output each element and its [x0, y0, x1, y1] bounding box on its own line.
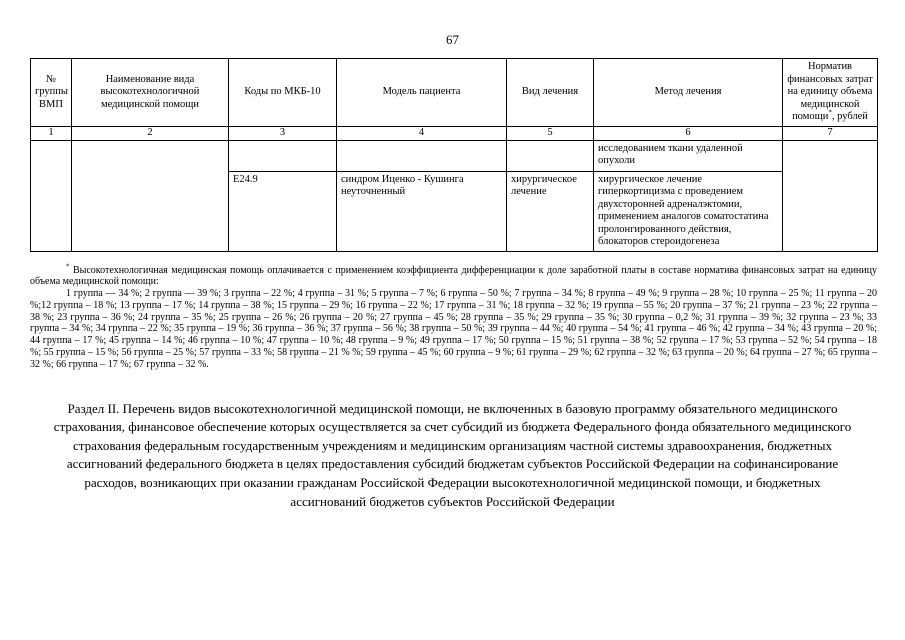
cell-cost-standard-merged: [783, 140, 878, 251]
header-cell-treatment-type: Вид лечения: [507, 59, 594, 127]
table-head: [31, 59, 878, 141]
column-number-1: 1: [31, 126, 72, 140]
cell-treatment-type: хирургическое лечение: [507, 171, 594, 251]
column-number-row: [31, 126, 878, 140]
header-cell-treatment-method: Метод лечения: [594, 59, 783, 127]
column-number-6: 6: [594, 126, 783, 140]
page-number: 67: [446, 32, 459, 47]
header-cell-cost-standard: [783, 59, 878, 127]
cost-standard-label: Норматив финансовых затрат на единицу объема медицинской помощи: [787, 61, 873, 122]
footnote-block: [30, 262, 877, 371]
cell-patient-model: [337, 140, 507, 171]
column-number-7: 7: [783, 126, 878, 140]
cell-group-number-merged: [31, 140, 72, 251]
column-number-4: 4: [337, 126, 507, 140]
column-number-3: 3: [229, 126, 337, 140]
cell-icd-code: [229, 140, 337, 171]
header-cell-group-number: № группы ВМП: [31, 59, 72, 127]
cell-treatment-method: исследованием ткани удаленной опухоли: [594, 140, 783, 171]
table-row: [31, 140, 878, 171]
cell-icd-code: Е24.9: [229, 171, 337, 251]
cell-patient-model: синдром Иценко - Кушинга неуточненный: [337, 171, 507, 251]
column-number-5: 5: [507, 126, 594, 140]
cell-treatment-type: [507, 140, 594, 171]
table-header-row: [31, 59, 878, 127]
cell-care-type-merged: [72, 140, 229, 251]
vmp-table: [30, 58, 878, 252]
header-cell-care-type-name: Наименование вида высокотехнологичной медицинской помощи: [72, 59, 229, 127]
footnote-marker-superscript: *: [828, 108, 832, 117]
cell-treatment-method: хирургическое лечение гиперкортицизма с проведением двухсторонней адреналэктомии, применением аналогов соматостатина пролонгированного действия, блокаторов стероидогенеза: [594, 171, 783, 251]
footnote-percentages: 1 группа — 34 %; 2 группа — 39 %; 3 группа – 22 %; 4 группа – 31 %; 5 группа – 7 %; 6 группа – 50 %; 7 группа – 34 %; 8 группа – 49 %; 9 группа – 28 %; 10 группа – 25 %; 11 группа – 20 %;12 группа – 18 %; 13 группа – 17 %; 14 группа – 38 %; 15 группа – 29 %; 16 группа – 22 %; 17 группа – 31 %; 18 группа – 32 %; 19 группа – 55 %; 20 группа – 37 %; 21 группа – 23 %; 22 группа – 38 %; 23 группа – 36 %; 24 группа – 35 %; 25 группа – 26 %; 26 группа – 20 %; 27 группа – 45 %; 28 группа – 35 %; 29 группа – 35 %; 30 группа – 0,2 %; 31 группа – 39 %; 32 группа – 23 %; 33 группа – 34 %; 34 группа – 22 %; 35 группа – 19 %; 36 группа – 36 %; 37 группа – 56 %; 38 группа – 50 %; 39 группа – 44 %; 40 группа – 54 %; 41 группа – 46 %; 42 группа – 34 %; 43 группа – 20 %; 44 группа – 17 %; 45 группа – 14 %; 46 группа – 10 %; 47 группа – 10 %; 48 группа – 9 %; 49 группа – 17 %; 50 группа – 15 %; 51 группа – 38 %; 52 группа – 17 %; 53 группа – 52 %; 54 группа – 18 %; 55 группа – 15 %; 56 группа – 25 %; 57 группа – 33 %; 58 группа – 21 % %; 59 группа – 45 %; 60 группа – 9 %; 61 группа – 29 %; 62 группа – 32 %; 63 группа – 20 %; 64 группа – 27 %; 65 группа – 32 %; 66 группа – 17 %; 67 группа – 32 %.: [30, 288, 877, 370]
table-body: [31, 140, 878, 251]
footnote-asterisk: *: [66, 262, 70, 271]
footnote-intro: [30, 262, 877, 289]
header-cell-patient-model: Модель пациента: [337, 59, 507, 127]
column-number-2: 2: [72, 126, 229, 140]
header-cell-icd-codes: Коды по МКБ-10: [229, 59, 337, 127]
cost-standard-suffix: , рублей: [831, 111, 868, 122]
section-ii-heading: Раздел II. Перечень видов высокотехнологичной медицинской помощи, не включенных в базовую программу обязательного медицинского страхования, финансовое обеспечение которых осуществляется за счет субсидий из бюджета Федерального фонда обязательного медицинского страхования федеральным государственным учреждениям и медицинским организациям частной системы здравоохранения, бюджетных ассигнований федерального бюджета в целях предоставления субсидий бюджетам субъектов Российской Федерации на софинансирование расходов, возникающих при оказании гражданам Российской Федерации высокотехнологичной медицинской помощи, и бюджетных ассигнований бюджетов субъектов Российской Федерации: [53, 400, 852, 509]
footnote-intro-text: Высокотехнологичная медицинская помощь оплачивается с применением коэффициента дифференциации к доле заработной платы в составе норматива финансовых затрат на единицу объема медицинской помощи:: [30, 264, 877, 288]
